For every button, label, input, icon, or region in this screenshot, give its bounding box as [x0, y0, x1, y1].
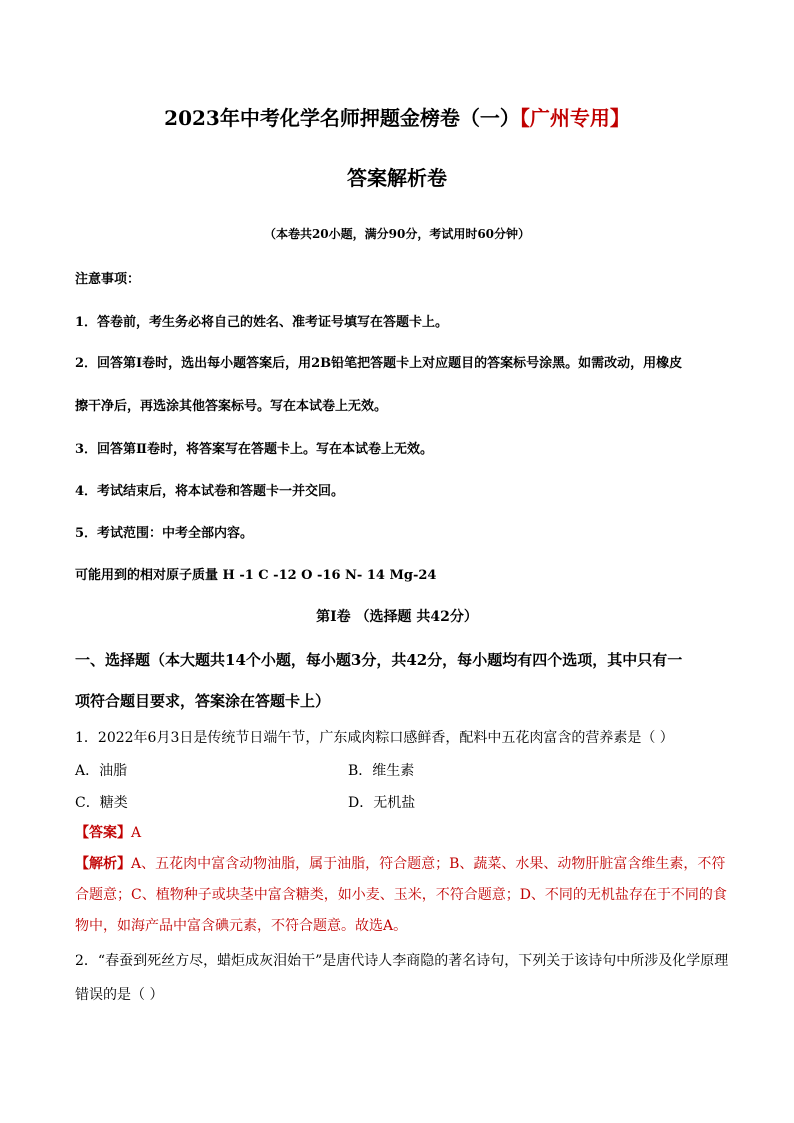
option-a: A．油脂	[75, 763, 128, 779]
analysis-text-cont: 物中，如海产品中富含碘元素，不符合题意。故选A。	[75, 918, 408, 934]
question-1-stem: 1．2022年6月3日是传统节日端午节，广东咸肉粽口感鲜香，配料中五花肉富含的营养素是（ ）	[75, 730, 674, 746]
page-title	[0, 102, 794, 131]
note-item: 擦干净后，再选涂其他答案标号。写在本试卷上无效。	[75, 399, 388, 414]
section-title: 第Ⅰ卷 （选择题 共42分）	[316, 609, 478, 625]
answer-line	[75, 822, 141, 842]
answer-value: A	[131, 825, 142, 841]
note-item: 3．回答第Ⅱ卷时，将答案写在答题卡上。写在本试卷上无效。	[75, 442, 434, 457]
note-item: 5．考试范围：中考全部内容。	[75, 526, 254, 541]
analysis-text-cont: 合题意；C、植物种子或块茎中富含糖类，如小麦、玉米，不符合题意；D、不同的无机盐存在于不同的食	[75, 887, 727, 903]
part-heading: 一、选择题（本大题共14个小题，每小题3分，共42分，每小题均有四个选项，其中只有一	[75, 651, 683, 669]
note-item: 2．回答第Ⅰ卷时，选出每小题答案后，用2B铅笔把答题卡上对应题目的答案标号涂黑。如需改动，用橡皮	[75, 356, 683, 371]
atomic-masses: 可能用到的相对原子质量 H -1 C -12 O -16 N- 14 Mg-24	[75, 568, 437, 583]
note-item: 4．考试结束后，将本试卷和答题卡一并交回。	[75, 484, 345, 499]
analysis-text: A、五花肉中富含动物油脂，属于油脂，符合题意；B、蔬菜、水果、动物肝脏富含维生素，不符	[131, 856, 726, 872]
question-2-stem: 2．“春蚕到死丝方尽，蜡炬成灰泪始干”是唐代诗人李商隐的著名诗句，下列关于该诗句中所涉及化学原理	[75, 953, 729, 969]
exam-meta: （本卷共20小题，满分90分，考试用时60分钟）	[263, 227, 531, 241]
title-region-tag: 【广州专用】	[519, 106, 630, 130]
note-item: 1．答卷前，考生务必将自己的姓名、准考证号填写在答题卡上。	[75, 315, 449, 330]
option-c: C．糖类	[75, 795, 128, 811]
option-b: B．维生素	[348, 763, 415, 779]
answer-tag: 【答案】	[75, 825, 131, 841]
part-heading-cont: 项符合题目要求，答案涂在答题卡上）	[75, 692, 331, 710]
title-main: 2023年中考化学名师押题金榜卷（一）	[164, 106, 520, 130]
analysis-line	[75, 853, 725, 873]
option-d: D．无机盐	[348, 795, 416, 811]
question-2-stem-cont: 错误的是（ ）	[75, 987, 164, 1003]
analysis-tag: 【解析】	[75, 856, 131, 872]
notes-heading: 注意事项：	[75, 272, 141, 287]
page-subtitle: 答案解析卷	[347, 166, 447, 190]
